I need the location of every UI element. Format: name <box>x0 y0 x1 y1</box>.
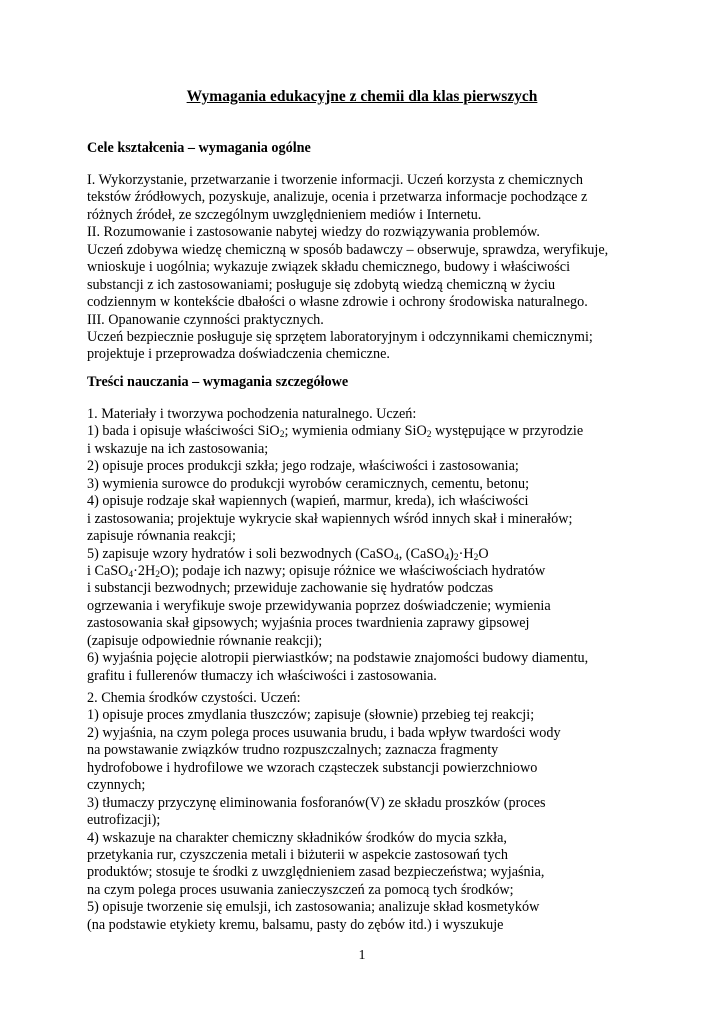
text-line-formula <box>87 563 647 580</box>
subscript: 2 <box>453 552 459 563</box>
text-fragment: 1) bada i opisuje właściwości SiO <box>87 423 280 440</box>
text-fragment: ; wymienia odmiany SiO <box>284 423 427 440</box>
text-line: przetykania rur, czyszczenia metali i biżuterii w aspekcie zastosowań tych <box>87 846 508 863</box>
text-line: 1) opisuje proces zmydlania tłuszczów; zapisuje (słownie) przebieg tej reakcji; <box>87 707 535 724</box>
text-fragment: O); podaje ich nazwy; opisuje różnice we właściwościach hydratów <box>159 562 546 579</box>
text-line: 1. Materiały i tworzywa pochodzenia naturalnego. Uczeń: <box>87 406 417 422</box>
text-line: tekstów źródłowych, pozyskuje, analizuje, ocenia i przetwarza informacje pochodzące z <box>87 189 588 206</box>
text-line: I. Wykorzystanie, przetwarzanie i tworzenie informacji. Uczeń korzysta z chemicznych <box>87 172 584 188</box>
section-part2-text <box>87 690 647 934</box>
text-fragment: O <box>478 545 489 562</box>
document-title: Wymagania edukacyjne z chemii dla klas pierwszych <box>186 88 538 105</box>
text-fragment: występujące w przyrodzie <box>431 423 584 440</box>
text-line: i wskazuje na ich zastosowania; <box>87 440 269 457</box>
text-line-formula <box>87 546 647 563</box>
text-line: Uczeń zdobywa wiedzę chemiczną w sposób badawczy – obserwuje, sprawdza, weryfikuje, <box>87 241 609 258</box>
text-line: 6) wyjaśnia pojęcie alotropii pierwiastków; na podstawie znajomości budowy diamentu, <box>87 650 589 667</box>
text-line: 3) wymienia surowce do produkcji wyrobów ceramicznych, cementu, betonu; <box>87 475 530 492</box>
text-line: na czym polega proces usuwania zanieczyszczeń za pomocą tych środków; <box>87 881 514 898</box>
subscript: 2 <box>473 552 479 563</box>
text-line: (zapisuje odpowiednie równanie reakcji); <box>87 632 323 649</box>
text-line: projektuje i przeprowadza doświadczenia chemiczne. <box>87 346 390 363</box>
text-line: (na podstawie etykiety kremu, balsamu, pasty do zębów itd.) i wyszukuje <box>87 916 504 933</box>
text-line: na powstawanie związków trudno rozpuszczalnych; zaznacza fragmenty <box>87 742 499 759</box>
text-line: wnioskuje i uogólnia; wykazuje związek składu chemicznego, budowy i właściwości <box>87 259 571 276</box>
text-line: różnych źródeł, ze szczególnym uwzględnieniem mediów i Internetu. <box>87 206 482 223</box>
text-line: II. Rozumowanie i zastosowanie nabytej wiedzy do rozwiązywania problemów. <box>87 224 540 241</box>
page-number: 1 <box>358 948 366 963</box>
section-part1-text <box>87 406 647 685</box>
text-line: 2. Chemia środków czystości. Uczeń: <box>87 690 301 706</box>
text-line: czynnych; <box>87 777 146 794</box>
subscript: 2 <box>279 430 285 441</box>
text-line: Uczeń bezpiecznie posługuje się sprzętem laboratoryjnym i odczynnikami chemicznymi; <box>87 328 593 345</box>
subscript: 4 <box>128 569 134 580</box>
text-line-formula <box>87 423 647 440</box>
text-line: i zastosowania; projektuje wykrycie skał wapiennych wśród innych skał i minerałów; <box>87 510 573 527</box>
text-line: 2) wyjaśnia, na czym polega proces usuwania brudu, i bada wpływ twardości wody <box>87 724 561 741</box>
text-line: 3) tłumaczy przyczynę eliminowania fosforanów(V) ze składu proszków (proces <box>87 794 546 811</box>
text-line: ogrzewania i weryfikuje swoje przewidywania poprzez doświadczenie; wymienia <box>87 597 551 614</box>
text-line: III. Opanowanie czynności praktycznych. <box>87 311 324 328</box>
text-fragment: ·2H <box>133 562 156 579</box>
text-line: produktów; stosuje te środki z uwzględnieniem zasad bezpieczeństwa; wyjaśnia, <box>87 864 545 881</box>
text-line: codziennym w kontekście dbałości o własne zdrowie i ochrony środowiska naturalnego. <box>87 294 588 311</box>
section-goals-text <box>87 172 647 364</box>
subscript: 4 <box>393 552 399 563</box>
section-heading-content: Treści nauczania – wymagania szczegółowe <box>87 374 349 390</box>
text-line: 4) wskazuje na charakter chemiczny składników środków do mycia szkła, <box>87 829 507 846</box>
text-fragment: i CaSO <box>87 562 129 579</box>
subscript: 2 <box>155 569 160 580</box>
subscript: 4 <box>444 552 450 563</box>
text-line: zapisuje równania reakcji; <box>87 528 236 545</box>
text-line: substancji z ich zastosowaniami; posługuje się zdobytą wiedzą chemiczną w życiu <box>87 276 556 293</box>
text-fragment: ·H <box>458 545 474 562</box>
text-line: 2) opisuje proces produkcji szkła; jego rodzaje, właściwości i zastosowania; <box>87 458 519 475</box>
text-line: eutrofizacji); <box>87 812 161 829</box>
text-fragment: ) <box>449 545 454 562</box>
text-line: 5) opisuje tworzenie się emulsji, ich zastosowania; analizuje skład kosmetyków <box>87 899 540 916</box>
text-line: hydrofobowe i hydrofilowe we wzorach cząsteczek substancji powierzchniowo <box>87 759 538 776</box>
text-line: 4) opisuje rodzaje skał wapiennych (wapień, marmur, kreda), ich właściwości <box>87 493 529 510</box>
text-fragment: , (CaSO <box>398 545 445 562</box>
text-fragment: 5) zapisuje wzory hydratów i soli bezwodnych (CaSO <box>87 545 394 562</box>
text-line: grafitu i fullerenów tłumaczy ich właściwości i zastosowania. <box>87 667 437 684</box>
subscript: 2 <box>426 430 432 441</box>
section-heading-goals: Cele kształcenia – wymagania ogólne <box>87 140 311 156</box>
text-line: zastosowania skał gipsowych; wyjaśnia proces twardnienia zaprawy gipsowej <box>87 615 530 632</box>
text-line: i substancji bezwodnych; przewiduje zachowanie się hydratów podczas <box>87 580 494 597</box>
